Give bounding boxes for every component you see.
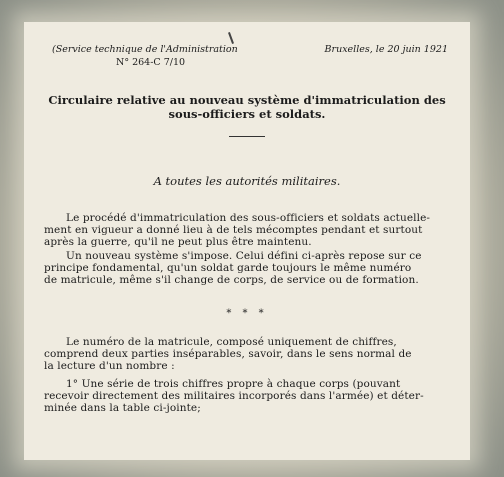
paragraph-4-line-1: 1° Une série de trois chiffres propre à chaque corps (pouvant bbox=[66, 378, 401, 390]
paragraph-4-line-3: minée dans la table ci-jointe; bbox=[44, 402, 201, 414]
paragraph-2-line-1: Un nouveau système s'impose. Celui défini ci-après repose sur ce bbox=[66, 250, 422, 262]
paragraph-4-line-2: recevoir directement des militaires incorporés dans l'armée) et déter- bbox=[44, 390, 424, 402]
document-page bbox=[24, 22, 470, 460]
document-title-line-2: sous-officiers et soldats. bbox=[168, 107, 326, 121]
paragraph-1-line-3: après la guerre, qu'il ne peut plus être maintenu. bbox=[44, 236, 312, 248]
header-service: (Service technique de l'Administration bbox=[52, 44, 238, 55]
section-separator: * * * bbox=[226, 308, 268, 319]
document-title-line-1: Circulaire relative au nouveau système d'immatriculation des bbox=[48, 93, 446, 107]
header-reference: N° 264-C 7/10 bbox=[116, 57, 186, 68]
addressee: A toutes les autorités militaires. bbox=[153, 174, 341, 188]
paragraph-2-line-2: principe fondamental, qu'un soldat garde toujours le même numéro bbox=[44, 262, 412, 274]
paragraph-1-line-1: Le procédé d'immatriculation des sous-officiers et soldats actuelle- bbox=[66, 212, 431, 224]
ink-mark bbox=[228, 32, 234, 44]
paragraph-1-line-2: ment en vigueur a donné lieu à de tels mécomptes pendant et surtout bbox=[44, 224, 423, 236]
paragraph-3-line-2: comprend deux parties inséparables, savoir, dans le sens normal de bbox=[44, 348, 412, 360]
header-place-date: Bruxelles, le 20 juin 1921 bbox=[324, 44, 448, 55]
paragraph-2-line-3: de matricule, même s'il change de corps, de service ou de formation. bbox=[44, 274, 419, 286]
paragraph-3-line-3: la lecture d'un nombre : bbox=[44, 360, 175, 372]
title-divider bbox=[229, 136, 265, 137]
paragraph-3-line-1: Le numéro de la matricule, composé uniquement de chiffres, bbox=[66, 336, 397, 348]
